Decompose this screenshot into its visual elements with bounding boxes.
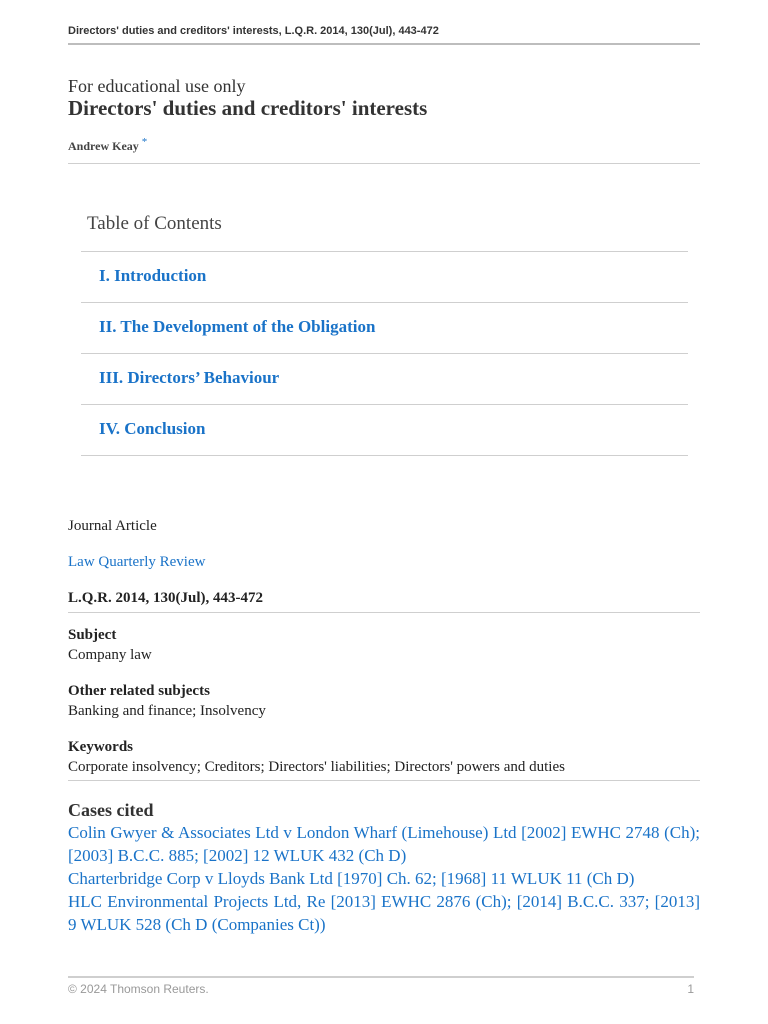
citation-divider	[68, 612, 700, 613]
table-of-contents	[81, 251, 688, 456]
subject-label: Subject	[68, 627, 117, 643]
citation: L.Q.R. 2014, 130(Jul), 443-472	[68, 590, 263, 606]
copyright-notice: © 2024 Thomson Reuters.	[68, 982, 209, 996]
document-type: Journal Article	[68, 518, 157, 534]
keywords-divider	[68, 780, 700, 781]
footer-divider	[68, 976, 694, 978]
journal-link[interactable]: Law Quarterly Review	[68, 554, 206, 570]
title-divider	[68, 163, 700, 164]
educational-use-notice: For educational use only	[68, 76, 246, 96]
toc-title: Table of Contents	[87, 213, 222, 234]
author-footnote-marker[interactable]: *	[141, 136, 148, 148]
toc-link-conclusion[interactable]: IV. Conclusion	[99, 419, 206, 438]
toc-item	[81, 353, 688, 404]
other-subjects-label: Other related subjects	[68, 683, 210, 699]
author-line	[68, 136, 147, 154]
case-link[interactable]: Colin Gwyer & Associates Ltd v London Wharf (Limehouse) Ltd [2002] EWHC 2748 (Ch); [2003] B.C.C. 885; [2002] 12 WLUK 432 (Ch D)	[68, 823, 700, 865]
running-header: Directors' duties and creditors' interests, L.Q.R. 2014, 130(Jul), 443-472	[68, 25, 439, 37]
header-divider	[68, 43, 700, 45]
cases-cited-heading: Cases cited	[68, 800, 154, 820]
cases-cited-list	[68, 821, 700, 936]
keywords-value: Corporate insolvency; Creditors; Directors' liabilities; Directors' powers and duties	[68, 759, 565, 775]
case-link[interactable]: Charterbridge Corp v Lloyds Bank Ltd [1970] Ch. 62; [1968] 11 WLUK 11 (Ch D)	[68, 869, 635, 888]
toc-item	[81, 302, 688, 353]
case-link[interactable]: HLC Environmental Projects Ltd, Re [2013] EWHC 2876 (Ch); [2014] B.C.C. 337; [2013] 9 WLUK 528 (Ch D (Companies Ct))	[68, 892, 700, 934]
toc-link-development-of-obligation[interactable]: II. The Development of the Obligation	[99, 317, 376, 336]
toc-link-introduction[interactable]: I. Introduction	[99, 266, 207, 285]
toc-link-directors-behaviour[interactable]: III. Directors’ Behaviour	[99, 368, 280, 387]
subject-value: Company law	[68, 647, 152, 663]
document-title: Directors' duties and creditors' interests	[68, 96, 428, 120]
other-subjects-value: Banking and finance; Insolvency	[68, 703, 266, 719]
page-number: 1	[687, 982, 694, 996]
keywords-label: Keywords	[68, 739, 133, 755]
toc-item	[81, 251, 688, 302]
author-name: Andrew Keay	[68, 139, 139, 153]
toc-item	[81, 404, 688, 456]
